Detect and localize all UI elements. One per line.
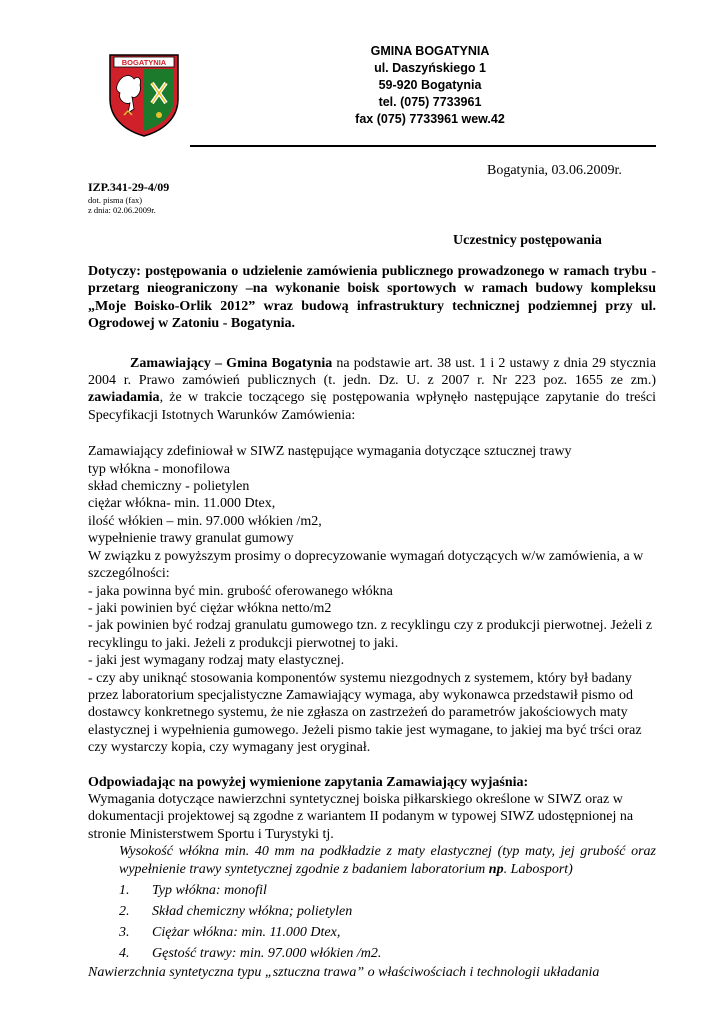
header-rule xyxy=(190,145,656,147)
reference-date-note: z dnia: 02.06.2009r. xyxy=(88,205,156,215)
answer-heading: Odpowiadając na powyżej wymienione zapytania Zamawiający wyjaśnia: xyxy=(88,774,529,790)
spec-intro-np: np xyxy=(488,861,504,877)
reference-fax-note: dot. pisma (fax) xyxy=(88,195,143,205)
question-paragraph: W związku z powyższym prosimy o doprecyzowanie wymagań dotyczących w/w zamówienia, a w szczególności: - jaka powinna być min. grubość oferowanego włókna - jaki powinien być ciężar włókna netto/m2 - jak powinien być rodzaj granulatu gumowego tzn. z recyklingu czy z produkcji pierwotnej. Jeżeli z recyklingu to jaki. Jeżeli z produkcji pierwotnej to jaki. - jaki jest wymagany rodzaj maty elastycznej. - czy aby uniknąć stosowania komponentów systemu niezgodnych z systemem, który był badany przez laboratorium specjalistyczne Zamawiający wymaga, aby wykonawca przedstawił pismo od dostawcy konkretnego systemu, że nie zgłasza on zastrzeżeń do parametrów jakościowych maty elastycznej i wypełnienia gumowego. Jeżeli pismo takie jest wymagane, to jakiej ma być trści oraz czy wystarczy kopia, czy wymagany jest oryginał. xyxy=(88,548,653,756)
reference-block xyxy=(88,180,169,215)
crest-label: BOGATYNIA xyxy=(121,58,167,67)
spec-item-text: Typ włókna: monofil xyxy=(152,883,267,898)
letterhead-phone: tel. (075) 7733961 xyxy=(378,95,482,109)
letterhead-fax: fax (075) 7733961 wew.42 xyxy=(355,112,505,126)
spec-item-text: Ciężar włókna: min. 11.000 Dtex, xyxy=(152,925,341,940)
answer-section xyxy=(88,774,656,982)
intro-paragraph xyxy=(88,355,656,425)
intro-rest: , że w trakcie toczącego się postępowania wpłynęło następujące zapytanie do treści Specyfikacji Istotnych Warunków Zamówienia: xyxy=(88,390,656,423)
letterhead-city: 59-920 Bogatynia xyxy=(378,78,482,92)
requirement-line: skład chemiczny - polietylen xyxy=(88,479,250,495)
spec-item xyxy=(119,943,656,964)
intro-notifies: zawiadamia xyxy=(88,390,160,406)
answer-text: Wymagania dotyczące nawierzchni syntetycznej boiska piłkarskiego określone w SIWZ oraz w dokumentacji projektowej są zgodne z wariantem II podanym w typowej SIWZ udostępnionej na stronie Ministerstwem Sportu i Turystyki tj. xyxy=(88,791,634,842)
intro-party: Zamawiający – Gmina Bogatynia xyxy=(130,355,333,371)
letterhead-street: ul. Daszyńskiego 1 xyxy=(374,61,486,75)
letterhead xyxy=(300,43,560,128)
spec-item-text: Gęstość trawy: min. 97.000 włókien /m2. xyxy=(152,946,382,961)
letterhead-office: GMINA BOGATYNIA xyxy=(370,44,490,58)
spec-list xyxy=(119,880,656,964)
requirement-line: ciężar włókna- min. 11.000 Dtex, xyxy=(88,496,276,512)
spec-item-number: 4. xyxy=(119,946,130,961)
answer-continuation: Nawierzchnia syntetyczna typu „sztuczna trawa” o właściwościach i technologii układania xyxy=(88,965,600,980)
spec-item xyxy=(119,880,656,901)
spec-item-number: 2. xyxy=(119,904,130,919)
spec-item-number: 1. xyxy=(119,883,130,898)
requirements-list xyxy=(88,443,656,547)
intro-legal-basis: na podstawie art. 38 ust. 1 i 2 ustawy z dnia 29 stycznia 2004 r. Prawo zamówień publicznych (t. jedn. Dz. U. z 2007 r. Nr 223 poz. 1655 ze zm.) xyxy=(88,355,656,389)
recipient: Uczestnicy postępowania xyxy=(453,233,602,248)
requirement-line: typ włókna - monofilowa xyxy=(88,461,230,477)
spec-intro-text: Wysokość włókna min. 40 mm na podkładzie z maty elastycznej (typ maty, jej grubość oraz wypełnienie trawy syntetycznej zgodnie z badaniem laboratorium xyxy=(119,844,656,877)
spec-item-text: Skład chemiczny włókna; polietylen xyxy=(152,904,353,919)
subject-paragraph: Dotyczy: postępowania o udzielenie zamówienia publicznego prowadzonego w ramach trybu - przetarg nieograniczony –na wykonanie boisk sportowych w ramach budowy kompleksu „Moje Boisko-Orlik 2012” wraz budową infrastruktury technicznej podziemnej przy ul. Ogrodowej w Zatoniu - Bogatynia. xyxy=(88,264,656,332)
requirement-line: Zamawiający zdefiniował w SIWZ następujące wymagania dotyczące sztucznej trawy xyxy=(88,444,572,460)
letter-body xyxy=(88,263,656,981)
reference-number: IZP.341-29-4/09 xyxy=(88,180,170,194)
bogatynia-coat-of-arms xyxy=(106,53,182,137)
requirement-line: ilość włókien – min. 97.000 włókien /m2, xyxy=(88,513,322,529)
requirement-line: wypełnienie trawy granulat gumowy xyxy=(88,531,294,547)
spec-item xyxy=(119,901,656,922)
spec-intro xyxy=(119,843,656,878)
spec-item xyxy=(119,922,656,943)
spec-block xyxy=(119,843,656,964)
spec-intro-end: . Labosport) xyxy=(503,861,573,877)
spec-item-number: 3. xyxy=(119,925,130,940)
letter-date: Bogatynia, 03.06.2009r. xyxy=(487,163,622,178)
